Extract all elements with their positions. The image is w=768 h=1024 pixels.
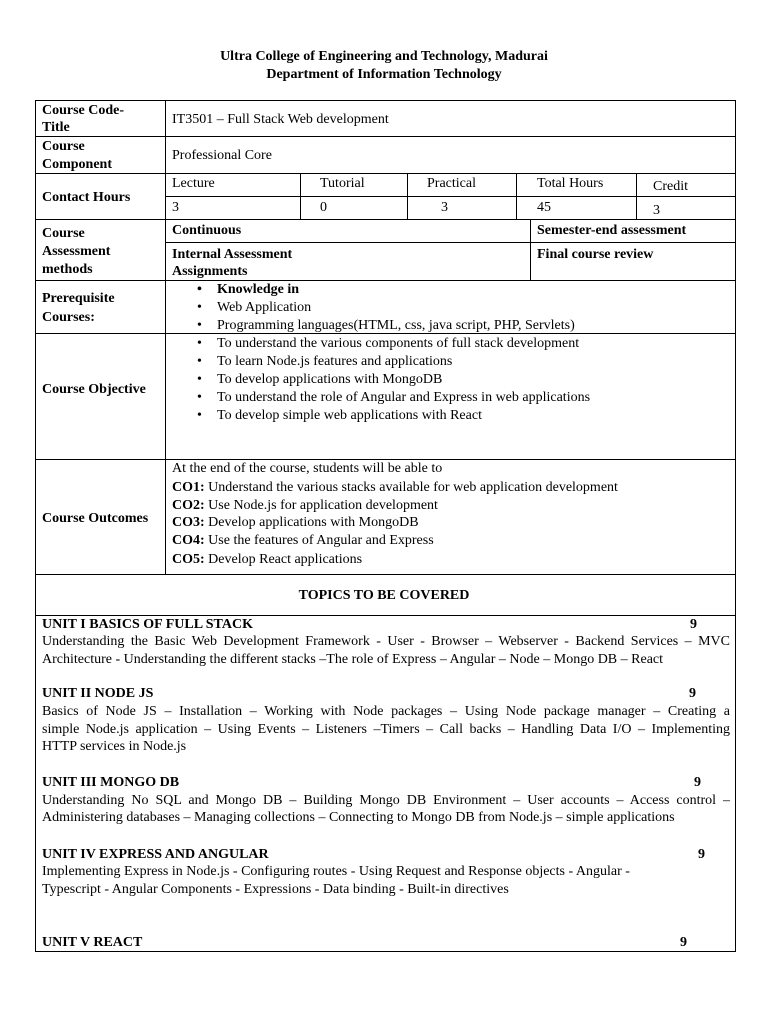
row-divider	[165, 196, 736, 197]
unit-hours: 9	[689, 686, 696, 701]
practical-label: Practical	[427, 176, 476, 191]
outcome-code: CO3:	[172, 515, 205, 530]
total-hours-value: 45	[537, 200, 551, 215]
row-divider	[165, 242, 736, 243]
unit-description-line: HTTP services in Node.js	[42, 739, 187, 754]
unit-description-line: Basics of Node JS – Installation – Working with Node packages – Using Node package manager – Creating a	[42, 704, 730, 719]
final-course-review: Final course review	[537, 247, 654, 262]
unit-hours: 9	[694, 775, 701, 790]
list-item: • Programming languages(HTML, css, java script, PHP, Servlets)	[173, 317, 575, 335]
list-item: • To understand the role of Angular and Express in web applications	[173, 389, 590, 407]
list-item: • To develop simple web applications with React	[173, 407, 590, 425]
column-divider	[300, 173, 301, 219]
assessment-label: Assessment	[42, 244, 111, 259]
outcomes-intro: At the end of the course, students will be able to	[172, 461, 443, 476]
outcome-item	[172, 551, 362, 569]
prerequisite-label: Courses:	[42, 310, 95, 325]
unit-title: UNIT V REACT	[42, 935, 143, 950]
row-divider	[35, 136, 736, 137]
unit-title: UNIT IV EXPRESS AND ANGULAR	[42, 847, 269, 862]
assessment-label: Course	[42, 226, 85, 241]
course-code-label: Title	[42, 120, 70, 135]
unit-title: UNIT I BASICS OF FULL STACK	[42, 617, 253, 632]
outcome-item	[172, 479, 618, 497]
unit-title: UNIT II NODE JS	[42, 686, 154, 701]
course-code-title: IT3501 – Full Stack Web development	[172, 112, 389, 127]
column-divider	[516, 173, 517, 219]
course-outcomes-label: Course Outcomes	[42, 511, 149, 526]
outcome-item	[172, 497, 438, 515]
column-divider	[636, 173, 637, 219]
course-component-label: Course	[42, 139, 85, 154]
college-name: Ultra College of Engineering and Technology, Madurai	[220, 49, 548, 64]
list-item: • To develop applications with MongoDB	[173, 371, 590, 389]
document-header	[0, 48, 768, 84]
course-component-value: Professional Core	[172, 148, 272, 163]
course-objective-label: Course Objective	[42, 382, 146, 397]
list-item: • To understand the various components of full stack development	[173, 335, 590, 353]
tutorial-value: 0	[320, 200, 327, 215]
outcome-text: Use Node.js for application development	[204, 498, 438, 513]
objective-list	[173, 335, 590, 425]
unit-description-line: Architecture - Understanding the different stacks –The role of Express – Angular – Node – Mongo DB – React	[42, 652, 664, 667]
unit-description-line: Implementing Express in Node.js - Configuring routes - Using Request and Response objects - Angular -	[42, 864, 630, 879]
course-code-label: Course Code-	[42, 103, 125, 118]
outcome-text: Use the features of Angular and Express	[204, 533, 434, 548]
outcome-code: CO4:	[172, 533, 205, 548]
unit-description-line: Understanding the Basic Web Development Framework - User - Browser – Webserver - Backend Services – MVC	[42, 634, 730, 649]
credit-label: Credit	[653, 179, 688, 194]
topics-heading: TOPICS TO BE COVERED	[298, 588, 470, 603]
unit-description-line: Typescript - Angular Components - Expressions - Data binding - Built-in directives	[42, 882, 509, 897]
unit-description-line: simple Node.js application – Using Events – Listeners –Timers – Call backs – Handling Data I/O – Implementing	[42, 722, 730, 737]
prerequisite-label: Prerequisite	[42, 291, 115, 306]
unit-description-line: Administering databases – Managing collections – Connecting to Mongo DB from Node.js – simple applications	[42, 810, 675, 825]
lecture-value: 3	[172, 200, 179, 215]
row-divider	[35, 173, 736, 174]
department-name: Department of Information Technology	[266, 67, 502, 82]
outcome-text: Understand the various stacks available for web application development	[204, 480, 618, 495]
list-item: • Knowledge in	[173, 281, 575, 299]
assessment-label: methods	[42, 262, 93, 277]
outcome-item	[172, 514, 419, 532]
column-divider	[530, 219, 531, 280]
outcome-code: CO2:	[172, 498, 205, 513]
practical-value: 3	[441, 200, 448, 215]
list-item: • To learn Node.js features and applications	[173, 353, 590, 371]
internal-assessment: Internal Assessment	[172, 247, 293, 262]
tutorial-label: Tutorial	[320, 176, 365, 191]
outcome-code: CO1:	[172, 480, 205, 495]
outcome-text: Develop applications with MongoDB	[204, 515, 419, 530]
label-column-divider	[165, 100, 166, 575]
course-component-label: Component	[42, 157, 113, 172]
outcome-item	[172, 532, 434, 550]
outcome-text: Develop React applications	[204, 552, 363, 567]
prerequisite-list	[173, 281, 575, 335]
unit-title: UNIT III MONGO DB	[42, 775, 180, 790]
unit-hours: 9	[680, 935, 687, 950]
outcome-code: CO5:	[172, 552, 205, 567]
continuous-assessment: Continuous	[172, 223, 242, 238]
unit-description-line: Understanding No SQL and Mongo DB – Building Mongo DB Environment – User accounts – Access control –	[42, 793, 730, 808]
contact-hours-label: Contact Hours	[42, 190, 131, 205]
unit-hours: 9	[698, 847, 705, 862]
list-item: • Web Application	[173, 299, 575, 317]
semester-end-assessment: Semester-end assessment	[537, 223, 687, 238]
total-hours-label: Total Hours	[537, 176, 604, 191]
row-divider	[35, 219, 736, 220]
column-divider	[407, 173, 408, 219]
assignments: Assignments	[172, 264, 248, 279]
credit-value: 3	[653, 203, 660, 218]
unit-hours: 9	[690, 617, 697, 632]
lecture-label: Lecture	[172, 176, 215, 191]
